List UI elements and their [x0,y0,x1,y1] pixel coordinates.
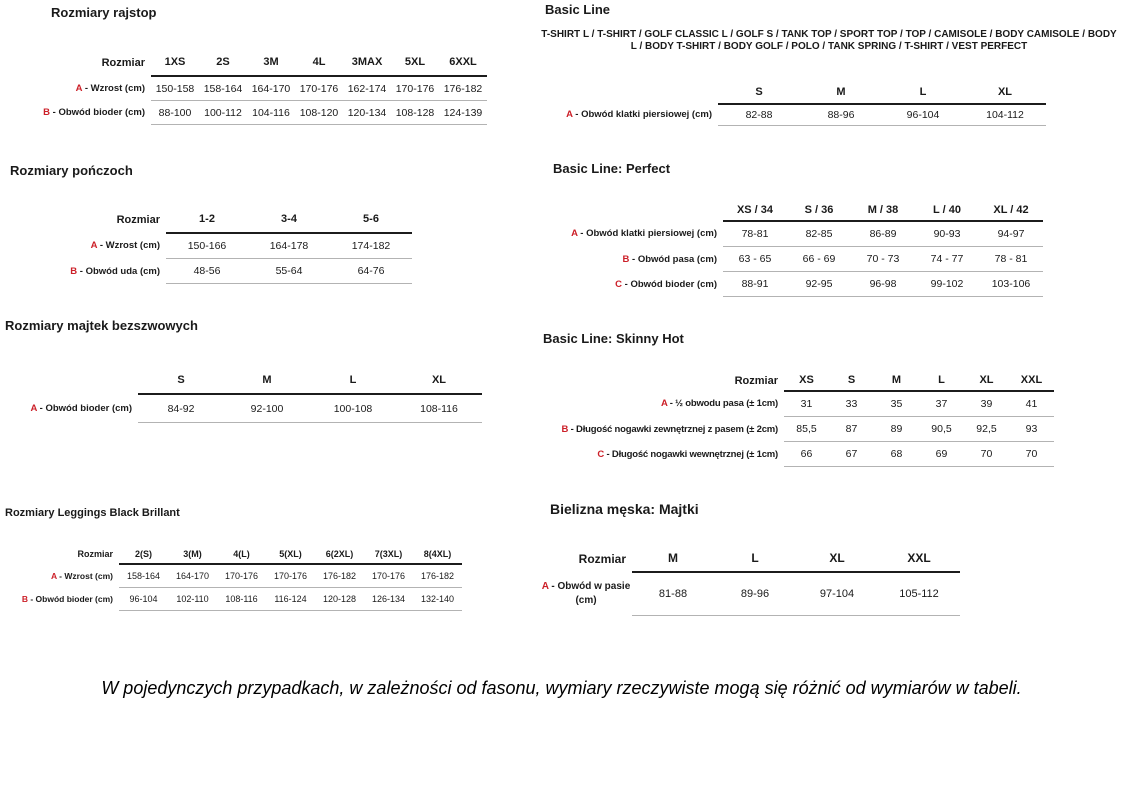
majtek-table-container [0,367,482,423]
measurement-letter: C [597,448,605,460]
measurement-row [0,564,462,588]
section-rozmiary-leggings [0,507,462,611]
measurement-value: 92-100 [224,394,310,423]
measurement-value: 120-134 [343,101,391,125]
measurement-value: 81-88 [632,572,714,616]
size-header-row [540,81,1046,104]
measurement-letter: A [566,109,573,121]
ponczoch-table-container [0,206,412,284]
leggings-table-container [0,544,462,611]
size-header-row [540,200,1043,221]
rajstop-table-container [0,49,487,125]
size-column-header: 3(M) [168,544,217,564]
size-column-header: L [310,367,396,394]
measurement-value: 68 [874,442,919,467]
product-list-subtitle: T-SHIRT L / T-SHIRT / GOLF CLASSIC L / GOLF S / TANK TOP / SPORT TOP / TOP / CAMISOLE / BODY CAMISOLE / BODY L / BODY T-SHIRT / BODY GOLF / POLO / TANK SPRING / T-SHIRT / VEST PERFECT [541,29,1117,52]
measurement-letter: B [43,107,50,118]
size-column-header: 7(3XL) [364,544,413,564]
measurement-value: 162-174 [343,76,391,101]
measurement-value: 41 [1009,391,1054,417]
measurement-letter: B [70,265,78,277]
size-column-header: XS / 34 [723,200,787,221]
measurement-letter: B [622,253,630,265]
measurement-value: 87 [829,417,874,442]
size-column-header: XL [964,370,1009,391]
size-header-row [540,545,960,572]
section-title: Rozmiary majtek bezszwowych [5,318,198,333]
size-column-header: XL / 42 [979,200,1043,221]
measurement-value: 174-182 [330,233,412,259]
measurement-value: 94-97 [979,221,1043,247]
measurement-label: A - Obwód w pasie (cm) [541,581,631,606]
majtki-table-container [540,545,960,616]
measurement-value: 132-140 [413,588,462,611]
size-column-header: M [800,81,882,104]
measurement-value: 164-170 [168,564,217,588]
size-column-header: 1XS [151,49,199,76]
measurement-value: 104-112 [964,104,1046,126]
measurement-value: 105-112 [878,572,960,616]
measurement-value: 170-176 [391,76,439,101]
measurement-row [540,104,1046,126]
measurement-row [540,221,1043,247]
measurement-value: 78 - 81 [979,247,1043,272]
size-label-header: Rozmiar [77,549,113,559]
section-basic-line [540,2,1118,126]
measurement-label: B - Obwód bioder (cm) [21,594,113,604]
measurement-value: 66 [784,442,829,467]
size-label-header: Rozmiar [116,213,160,226]
measurement-value: 82-88 [718,104,800,126]
measurement-label: A - Obwód bioder (cm) [30,402,132,414]
measurement-label: A - Obwód klatki piersiowej (cm) [571,228,717,240]
measurement-letter: A [90,240,98,252]
size-column-header: XL [796,545,878,572]
measurement-letter: A [30,402,37,414]
section-rozmiary-rajstop [0,5,487,125]
measurement-value: 86-89 [851,221,915,247]
measurement-letter: A [50,570,57,581]
size-column-header: 5(XL) [266,544,315,564]
section-basic-line-skinny-hot [540,331,1054,467]
measurement-row [540,272,1043,297]
size-column-header: L [919,370,964,391]
size-table [540,81,1046,126]
size-header-row [0,367,482,394]
size-label-header [540,200,723,221]
measurement-value: 89 [874,417,919,442]
size-header-row [540,370,1054,391]
size-table [0,49,487,125]
measurement-row [0,76,487,101]
size-column-header: 5XL [391,49,439,76]
measurement-value: 89-96 [714,572,796,616]
skinny-hot-table-container [540,370,1054,467]
size-column-header: S [138,367,224,394]
measurement-letter: B [21,594,28,604]
perfect-table-container [540,200,1043,297]
measurement-value: 70 [964,442,1009,467]
size-column-header: M [224,367,310,394]
section-title: Basic Line [545,2,611,17]
size-column-header: XL [396,367,482,394]
size-table [0,544,462,611]
footnote: W pojedynczych przypadkach, w zależności od fasonu, wymiary rzeczywiste mogą się różnić od wymiarów w tabeli. [101,678,1022,698]
measurement-value: 100-108 [310,394,396,423]
measurement-value: 63 - 65 [723,247,787,272]
section-basic-line-perfect [540,161,1043,297]
size-column-header: 3M [247,49,295,76]
section-rozmiary-ponczoch [0,163,412,284]
size-column-header: 2S [199,49,247,76]
measurement-value: 78-81 [723,221,787,247]
size-label-header: Rozmiar [734,374,778,387]
size-column-header: 3-4 [248,206,330,233]
measurement-value: 88-96 [800,104,882,126]
measurement-label: A - Wzrost (cm) [90,240,160,252]
measurement-row [0,233,412,259]
measurement-value: 96-104 [882,104,964,126]
measurement-value: 37 [919,391,964,417]
size-table [0,367,482,423]
size-column-header: XL [964,81,1046,104]
measurement-row [0,259,412,284]
size-column-header: XXL [1009,370,1054,391]
size-header-row [0,544,462,564]
section-title: Basic Line: Skinny Hot [543,331,684,346]
measurement-value: 67 [829,442,874,467]
size-column-header: L [714,545,796,572]
size-column-header: 4L [295,49,343,76]
measurement-value: 33 [829,391,874,417]
size-label-header: Rozmiar [101,56,145,69]
size-column-header: 5-6 [330,206,412,233]
section-title: Basic Line: Perfect [553,161,671,176]
size-column-header: 4(L) [217,544,266,564]
measurement-value: 108-116 [396,394,482,423]
measurement-value: 103-106 [979,272,1043,297]
size-column-header: M / 38 [851,200,915,221]
measurement-label: B - Długość nogawki zewnętrznej z pasem (± 2cm) [561,423,778,435]
measurement-value: 93 [1009,417,1054,442]
measurement-value: 102-110 [168,588,217,611]
measurement-value: 164-178 [248,233,330,259]
size-column-header: M [632,545,714,572]
size-label-header [540,81,718,104]
size-column-header: L [882,81,964,104]
measurement-value: 108-128 [391,101,439,125]
measurement-value: 158-164 [199,76,247,101]
measurement-value: 92,5 [964,417,1009,442]
size-column-header: 6XXL [439,49,487,76]
measurement-value: 150-166 [166,233,248,259]
measurement-label: A - ½ obwodu pasa (± 1cm) [660,398,778,410]
size-column-header: 3MAX [343,49,391,76]
measurement-value: 96-104 [119,588,168,611]
measurement-value: 85,5 [784,417,829,442]
measurement-value: 35 [874,391,919,417]
section-bielizna-meska-majtki [540,501,960,616]
measurement-value: 104-116 [247,101,295,125]
size-table [540,200,1043,297]
measurement-value: 88-91 [723,272,787,297]
measurement-row [540,417,1054,442]
measurement-value: 176-182 [439,76,487,101]
measurement-value: 170-176 [364,564,413,588]
measurement-value: 150-158 [151,76,199,101]
measurement-value: 176-182 [413,564,462,588]
measurement-value: 90-93 [915,221,979,247]
measurement-label: C - Długość nogawki wewnętrznej (± 1cm) [597,448,778,460]
measurement-value: 96-98 [851,272,915,297]
measurement-row [0,588,462,611]
measurement-value: 97-104 [796,572,878,616]
measurement-value: 108-116 [217,588,266,611]
measurement-value: 64-76 [330,259,412,284]
measurement-value: 170-176 [295,76,343,101]
measurement-value: 120-128 [315,588,364,611]
measurement-value: 70 - 73 [851,247,915,272]
size-column-header: M [874,370,919,391]
section-title: Rozmiary pończoch [10,163,133,178]
size-label-header [0,367,138,394]
measurement-value: 99-102 [915,272,979,297]
measurement-label: A - Obwód klatki piersiowej (cm) [566,109,712,121]
measurement-label: A - Wzrost (cm) [75,82,145,94]
size-header-row [0,206,412,233]
measurement-row [0,101,487,125]
section-title: Rozmiary Leggings Black Brillant [5,507,180,519]
section-title: Bielizna męska: Majtki [550,501,699,517]
measurement-value: 90,5 [919,417,964,442]
measurement-letter: A [541,581,549,593]
measurement-label: B - Obwód pasa (cm) [622,253,717,265]
measurement-value: 74 - 77 [915,247,979,272]
size-column-header: 6(2XL) [315,544,364,564]
measurement-row [540,391,1054,417]
measurement-value: 31 [784,391,829,417]
measurement-value: 82-85 [787,221,851,247]
section-rozmiary-majtek-bezszwowych [0,318,482,423]
measurement-row [540,442,1054,467]
measurement-value: 124-139 [439,101,487,125]
measurement-value: 69 [919,442,964,467]
measurement-value: 116-124 [266,588,315,611]
measurement-row [540,572,960,616]
measurement-value: 88-100 [151,101,199,125]
measurement-value: 176-182 [315,564,364,588]
size-column-header: 1-2 [166,206,248,233]
size-column-header: 8(4XL) [413,544,462,564]
size-table [0,206,412,284]
measurement-value: 170-176 [266,564,315,588]
measurement-row [540,247,1043,272]
size-table [540,370,1054,467]
size-label-header: Rozmiar [578,551,626,566]
measurement-letter: A [660,398,668,410]
size-table [540,545,960,616]
measurement-label: A - Wzrost (cm) [50,570,113,581]
size-column-header: L / 40 [915,200,979,221]
measurement-value: 108-120 [295,101,343,125]
measurement-value: 55-64 [248,259,330,284]
basic-line-table-container [540,81,1118,126]
measurement-value: 170-176 [217,564,266,588]
size-column-header: 2(S) [119,544,168,564]
section-title: Rozmiary rajstop [51,5,157,20]
measurement-letter: B [561,423,569,435]
measurement-value: 84-92 [138,394,224,423]
size-column-header: XS [784,370,829,391]
measurement-label: B - Obwód bioder (cm) [43,107,145,118]
measurement-value: 39 [964,391,1009,417]
measurement-value: 66 - 69 [787,247,851,272]
measurement-letter: C [615,278,622,290]
measurement-label: B - Obwód uda (cm) [70,265,160,277]
measurement-letter: A [75,82,83,94]
measurement-value: 70 [1009,442,1054,467]
measurement-letter: A [571,228,578,240]
size-column-header: S / 36 [787,200,851,221]
size-header-row [0,49,487,76]
measurement-value: 126-134 [364,588,413,611]
measurement-value: 164-170 [247,76,295,101]
measurement-value: 48-56 [166,259,248,284]
size-column-header: S [829,370,874,391]
measurement-label: C - Obwód bioder (cm) [615,278,717,290]
measurement-row [0,394,482,423]
measurement-value: 100-112 [199,101,247,125]
size-column-header: XXL [878,545,960,572]
size-column-header: S [718,81,800,104]
measurement-value: 92-95 [787,272,851,297]
measurement-value: 158-164 [119,564,168,588]
